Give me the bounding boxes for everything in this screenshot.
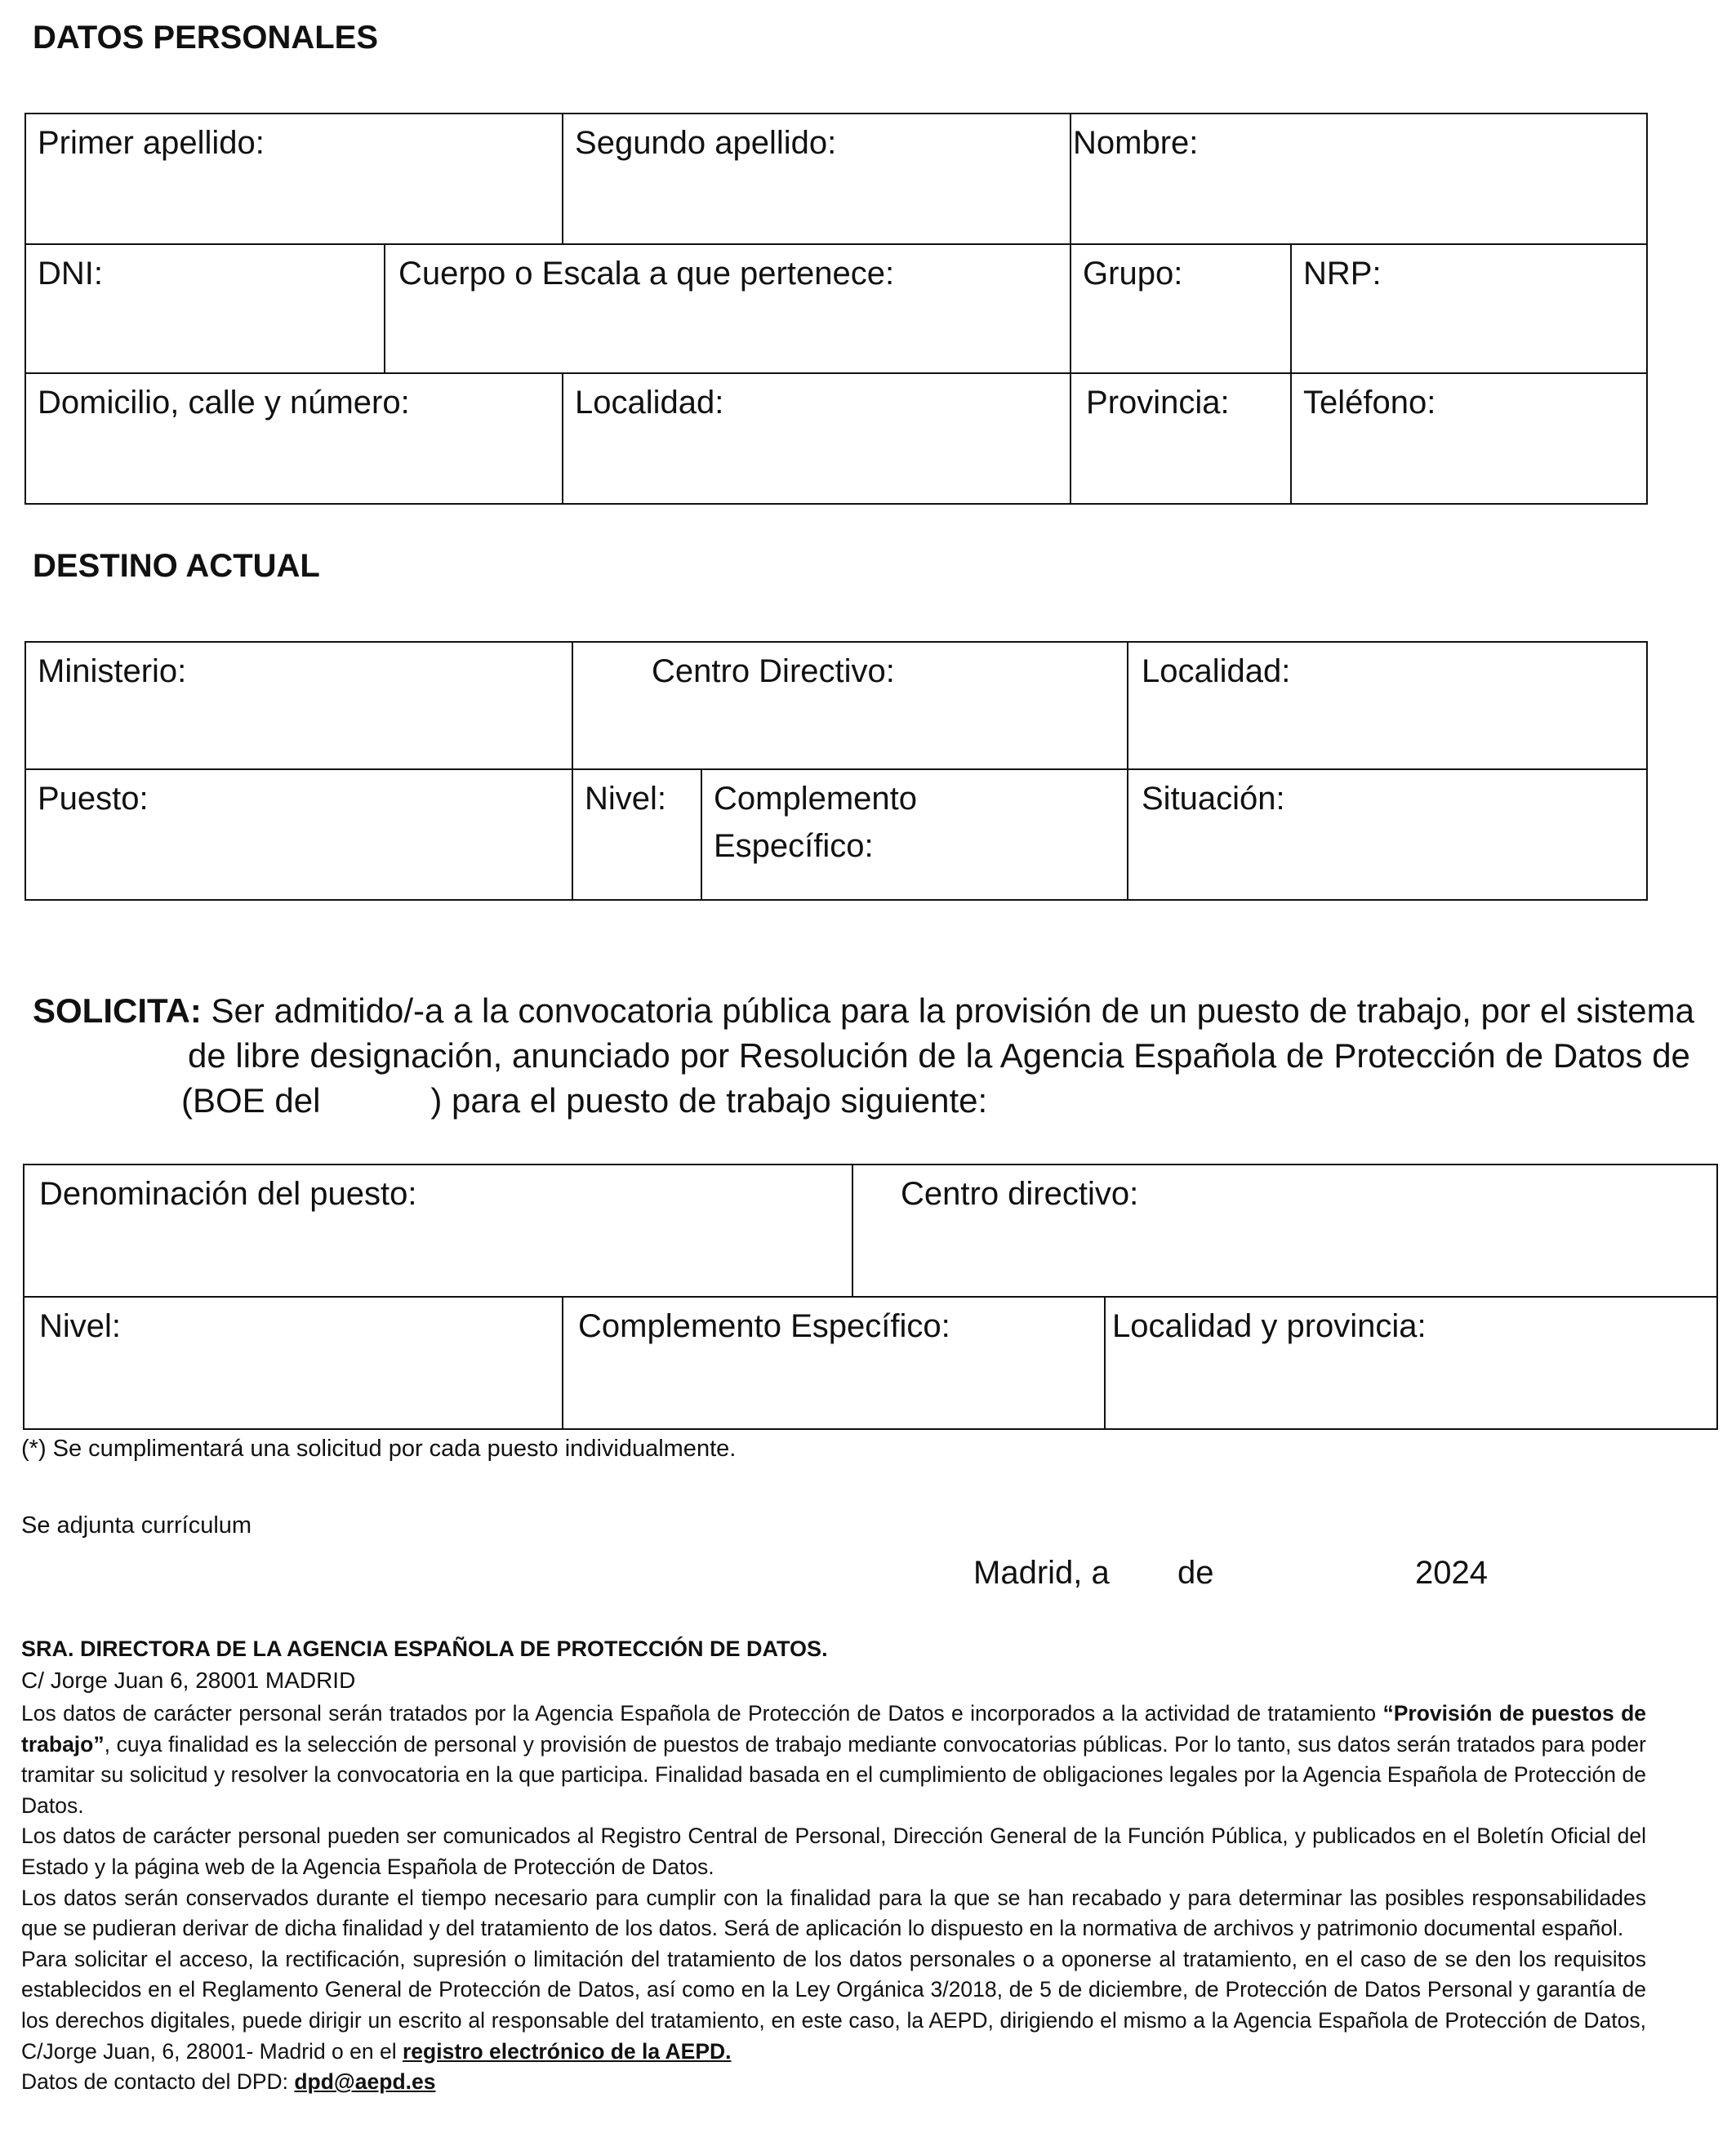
localidad-destino-field[interactable] bbox=[1128, 642, 1647, 769]
cuerpo-escala-field[interactable] bbox=[385, 244, 1071, 373]
section-heading-datos-personales: DATOS PERSONALES bbox=[33, 20, 379, 56]
especifico-label: Específico: bbox=[714, 828, 874, 864]
ministerio-field[interactable] bbox=[25, 642, 572, 769]
legal-paragraph-2: Los datos de carácter personal pueden ser comunicados al Registro Central de Personal, Dirección General de la Función Pública, y publicados en el Boletín Oficial del Estado y la página web de la Agencia Española de Protección de Datos. bbox=[21, 1824, 1646, 1879]
solicita-line-2: de libre designación, anunciado por Resolución de la Agencia Española de Protección de Datos de bbox=[188, 1036, 1690, 1075]
centro-directivo-solicitado-label: Centro directivo: bbox=[901, 1176, 1139, 1212]
date-city: Madrid, a bbox=[973, 1555, 1110, 1591]
situacion-field[interactable] bbox=[1128, 769, 1647, 900]
domicilio-field[interactable] bbox=[25, 373, 563, 504]
addressee-address: C/ Jorge Juan 6, 28001 MADRID bbox=[21, 1668, 356, 1693]
solicita-line-3: ) para el puesto de trabajo siguiente: bbox=[430, 1081, 988, 1120]
legal-paragraph-5 bbox=[21, 2067, 1646, 2098]
situacion-label: Situación: bbox=[1142, 781, 1285, 817]
attachment-note: Se adjunta currículum bbox=[21, 1512, 252, 1539]
dni-field[interactable] bbox=[25, 244, 385, 373]
localidad-label: Localidad: bbox=[575, 385, 724, 421]
legal-p1-activity: “Provisión de puestos de trabajo” bbox=[21, 1701, 1646, 1757]
centro-directivo-field[interactable] bbox=[572, 642, 1128, 769]
legal-paragraph-3: Los datos serán conservados durante el tiempo necesario para cumplir con la finalidad para la que se han recabado y para determinar las posibles responsabilidades que se pudieran derivar de dicha finalidad y del tratamiento de los datos. Será de aplicación lo dispuesto en la normativa de archivos y patrimonio documental español. bbox=[21, 1885, 1646, 1941]
legal-p1-text-end: , cuya finalidad es la selección de personal y provisión de puestos de trabajo mediante convocatorias públicas. Por lo tanto, sus datos serán tratados para poder tramitar su solicitud y resolver la convocatoria en la que participa. Finalidad basada en el cumplimiento de obligaciones legales por la Agencia Española de Protección de Datos. bbox=[21, 1731, 1646, 1818]
domicilio-label: Domicilio, calle y número: bbox=[38, 385, 410, 421]
localidad-provincia-field[interactable] bbox=[1106, 1298, 1716, 1428]
nombre-label: Nombre: bbox=[1073, 125, 1199, 161]
ministerio-label: Ministerio: bbox=[38, 653, 187, 689]
complemento-label: Complemento bbox=[714, 781, 918, 817]
legal-paragraph-4 bbox=[21, 1944, 1646, 2067]
legal-notice bbox=[21, 1699, 1646, 2098]
date-de: de bbox=[1177, 1555, 1214, 1591]
date-year: 2024 bbox=[1415, 1555, 1488, 1591]
solicita-paragraph bbox=[33, 988, 1694, 1123]
primer-apellido-field[interactable] bbox=[25, 114, 563, 244]
solicita-boe-label: (BOE del bbox=[181, 1081, 321, 1120]
dni-label: DNI: bbox=[38, 256, 103, 292]
footnote: (*) Se cumplimentará una solicitud por cada puesto individualmente. bbox=[21, 1436, 737, 1462]
dpd-email-link[interactable]: dpd@aepd.es bbox=[294, 2069, 436, 2095]
primer-apellido-label: Primer apellido: bbox=[38, 125, 265, 161]
legal-p1-text: Los datos de carácter personal serán tratados por la Agencia Española de Protección de Datos e incorporados a la actividad de tratamiento bbox=[21, 1701, 1383, 1726]
nivel-solicitado-label: Nivel: bbox=[39, 1308, 122, 1344]
solicita-line-1: Ser admitido/-a a la convocatoria pública para la provisión de un puesto de trabajo, por el sistema bbox=[211, 991, 1694, 1030]
localidad-provincia-label: Localidad y provincia: bbox=[1112, 1308, 1427, 1344]
centro-directivo-solicitado-field[interactable] bbox=[852, 1165, 1717, 1297]
puesto-field[interactable] bbox=[25, 769, 572, 900]
addressee-title: SRA. DIRECTORA DE LA AGENCIA ESPAÑOLA DE PROTECCIÓN DE DATOS. bbox=[21, 1637, 828, 1661]
segundo-apellido-field[interactable] bbox=[563, 114, 1071, 244]
localidad-destino-label: Localidad: bbox=[1142, 653, 1291, 689]
grupo-field[interactable] bbox=[1071, 244, 1291, 373]
datos-personales-table bbox=[24, 113, 1648, 505]
denominacion-puesto-label: Denominación del puesto: bbox=[39, 1176, 417, 1212]
segundo-apellido-label: Segundo apellido: bbox=[575, 125, 837, 161]
nrp-label: NRP: bbox=[1303, 256, 1382, 292]
denominacion-puesto-field[interactable] bbox=[24, 1165, 852, 1297]
nivel-destino-field[interactable] bbox=[572, 769, 701, 900]
complemento-especifico-solicitado-field[interactable] bbox=[563, 1298, 1106, 1428]
telefono-label: Teléfono: bbox=[1303, 385, 1436, 421]
legal-paragraph-1 bbox=[21, 1699, 1646, 1821]
localidad-field[interactable] bbox=[563, 373, 1071, 504]
provincia-field[interactable] bbox=[1071, 373, 1291, 504]
nivel-destino-label: Nivel: bbox=[585, 781, 667, 817]
complemento-localidad-wrapper bbox=[563, 1297, 1717, 1429]
puesto-solicitado-table bbox=[23, 1164, 1718, 1430]
nrp-field[interactable] bbox=[1291, 244, 1647, 373]
section-heading-destino-actual: DESTINO ACTUAL bbox=[33, 548, 320, 584]
nombre-field[interactable] bbox=[1071, 114, 1647, 244]
cuerpo-escala-label: Cuerpo o Escala a que pertenece: bbox=[398, 256, 895, 292]
provincia-label: Provincia: bbox=[1086, 385, 1230, 421]
solicita-label: SOLICITA: bbox=[33, 991, 202, 1030]
telefono-field[interactable] bbox=[1291, 373, 1647, 504]
complemento-especifico-solicitado-label: Complemento Específico: bbox=[578, 1308, 950, 1344]
complemento-especifico-destino-field[interactable] bbox=[701, 769, 1128, 900]
grupo-label: Grupo: bbox=[1083, 256, 1183, 292]
puesto-label: Puesto: bbox=[38, 781, 149, 817]
destino-actual-table bbox=[24, 641, 1648, 901]
legal-p4-text: Para solicitar el acceso, la rectificación, supresión o limitación del tratamiento de los datos personales o a oponerse al tratamiento, en el caso de se den los requisitos establecidos en el Reglamento General de Protección de Datos, así como en la Ley Orgánica 3/2018, de 5 de diciembre, de Protección de Datos Personal y garantía de los derechos digitales, puede dirigir un escrito al responsable del tratamiento, en este caso, la AEPD, dirigiendo el mismo a la Agencia Española de Protección de Datos, C/Jorge Juan, 6, 28001- Madrid o en el bbox=[21, 1946, 1646, 2064]
registro-electronico-link[interactable]: registro electrónico de la AEPD. bbox=[402, 2038, 732, 2064]
nivel-solicitado-field[interactable] bbox=[24, 1297, 563, 1429]
dpd-contact-label: Datos de contacto del DPD: bbox=[21, 2069, 295, 2095]
centro-directivo-label: Centro Directivo: bbox=[652, 653, 895, 689]
